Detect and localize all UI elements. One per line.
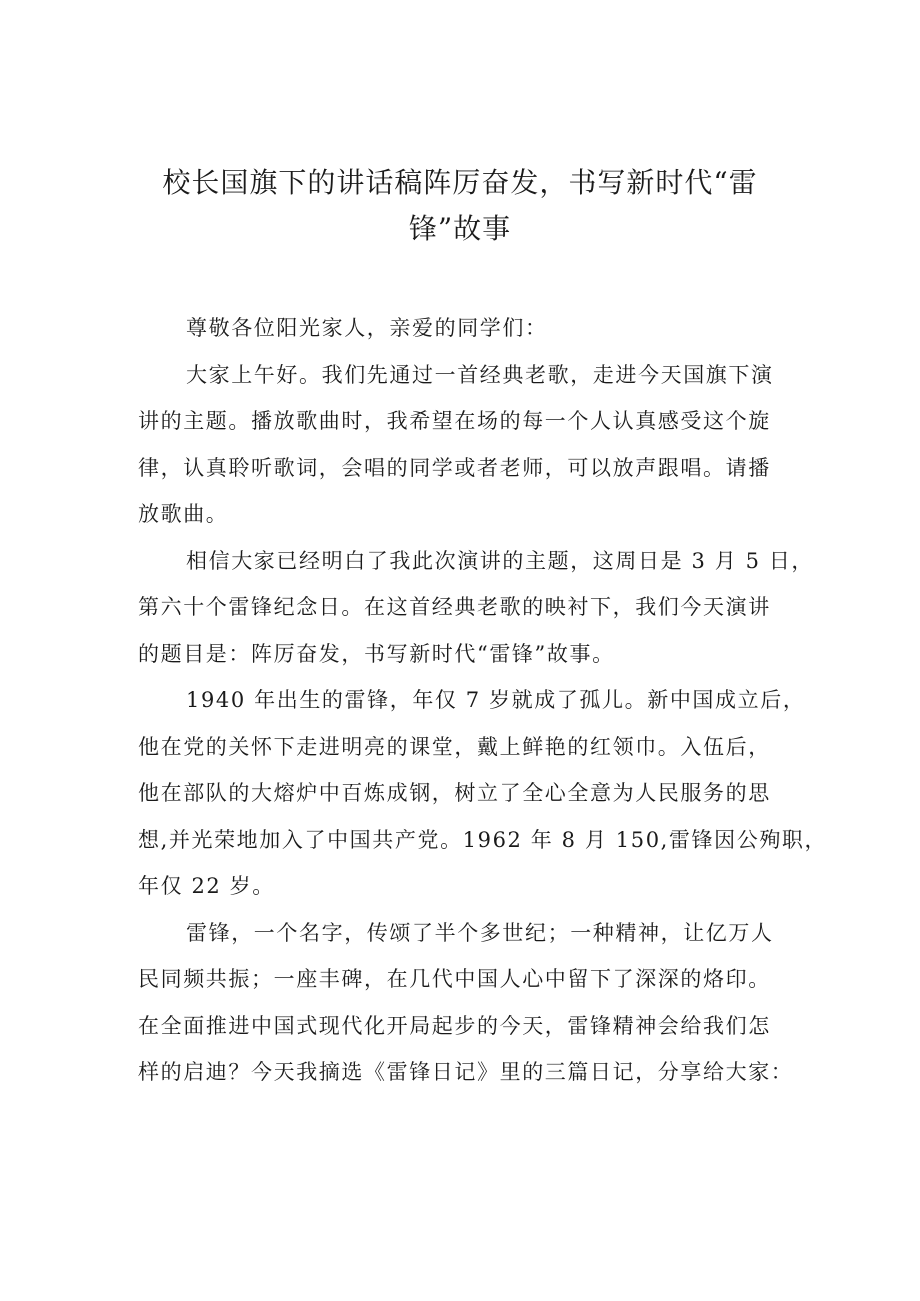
text-line: 放歌曲。	[138, 502, 229, 526]
text-line: 讲的主题。播放歌曲时，我希望在场的每一个人认真感受这个旋	[138, 409, 771, 433]
text-line: 年仅 22 岁。	[138, 874, 275, 898]
text-line: 律，认真聆听歌词，会唱的同学或者老师，可以放声跟唱。请播	[138, 455, 771, 480]
text-line: 在全面推进中国式现代化开局起步的今天，雷锋精神会给我们怎	[138, 1013, 771, 1038]
text-line: 相信大家已经明白了我此次演讲的主题，这周日是 3 月 5 日，	[186, 548, 815, 573]
document-body	[138, 305, 828, 1096]
text-line: 民同频共振；一座丰碑，在几代中国人心中留下了深深的烙印。	[138, 967, 771, 991]
title-line: 校长国旗下的讲话稿阵厉奋发，书写新时代“雷	[162, 166, 758, 199]
text-line: 雷锋，一个名字，传颂了半个多世纪；一种精神，让亿万人	[186, 920, 774, 945]
text-line: 大家上午好。我们先通过一首经典老歌，走进今天国旗下演	[186, 362, 774, 387]
title-line: 锋”故事	[408, 212, 512, 245]
paragraph-salutation	[138, 305, 790, 352]
paragraph-biography	[138, 677, 828, 910]
document-title	[150, 160, 770, 252]
text-line: 样的启迪？今天我摘选《雷锋日记》里的三篇日记，分享给大家：	[138, 1060, 794, 1084]
paragraph-spirit	[138, 910, 794, 1096]
text-line: 的题目是：阵厉奋发，书写新时代“雷锋”故事。	[138, 641, 615, 666]
text-line: 1940 年出生的雷锋，年仅 7 岁就成了孤儿。新中国成立后，	[186, 688, 806, 712]
paragraph-theme	[138, 538, 815, 678]
text-line: 他在部队的大熔炉中百炼成钢，树立了全心全意为人民服务的思	[138, 781, 771, 805]
text-line: 想,并光荣地加入了中国共产党。1962 年 8 月 150,雷锋因公殉职，	[138, 827, 828, 852]
paragraph-greeting	[138, 352, 790, 538]
text-line: 第六十个雷锋纪念日。在这首经典老歌的映衬下，我们今天演讲	[138, 595, 771, 619]
text-line: 尊敬各位阳光家人，亲爱的同学们：	[186, 316, 548, 340]
text-line: 他在党的关怀下走进明亮的课堂，戴上鲜艳的红领巾。入伍后，	[138, 734, 771, 759]
